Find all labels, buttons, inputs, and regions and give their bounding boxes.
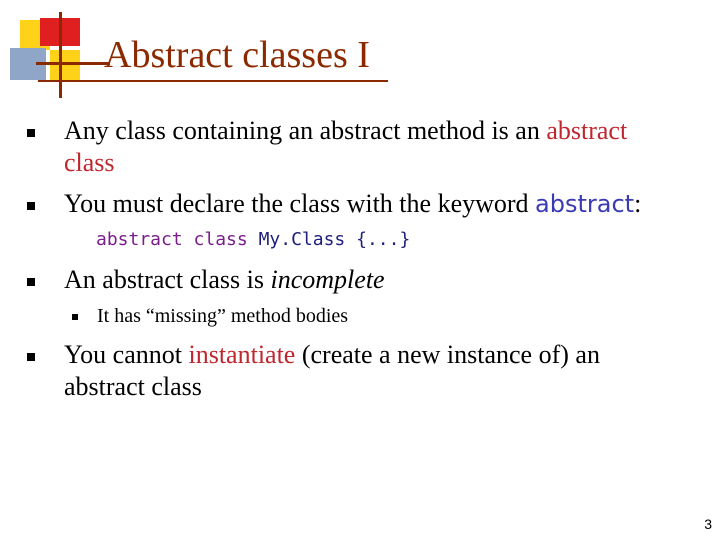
- bullet-3: [64, 263, 385, 297]
- bullet-marker: [27, 202, 35, 210]
- slide-title: Abstract classes I: [104, 34, 370, 76]
- sub-bullet-marker: [72, 314, 78, 320]
- logo-yellow-small: [50, 50, 80, 82]
- bullet-4-text-b: (create a new instance of) an: [295, 340, 600, 369]
- bullet-4-text-a: You cannot: [64, 340, 189, 369]
- logo-horizontal-line: [36, 62, 110, 65]
- bullet-1-line-2: class: [64, 148, 115, 177]
- bullet-marker: [27, 278, 35, 286]
- bullet-marker: [27, 129, 35, 137]
- bullet-3-italic: incomplete: [270, 265, 385, 294]
- bullet-2-text: You must declare the class with the keyword: [64, 189, 536, 218]
- bullet-4-line-2: abstract class: [64, 372, 202, 401]
- bullet-4-highlight: instantiate: [188, 340, 296, 369]
- code-keyword-class: class: [193, 229, 248, 250]
- code-example: [96, 227, 410, 253]
- code-body: {...}: [356, 229, 411, 250]
- bullet-2-keyword: abstract: [535, 190, 635, 218]
- page-number: 3: [704, 516, 712, 532]
- code-keyword-abstract: abstract: [96, 229, 183, 250]
- bullet-3-text: An abstract class is: [64, 265, 271, 294]
- bullet-2: [64, 187, 641, 221]
- code-class-name: My.Class: [258, 229, 346, 250]
- bullet-marker: [27, 353, 35, 361]
- title-rule: [38, 80, 388, 82]
- bullet-1-highlight: abstract: [546, 116, 628, 145]
- slide-logo-decoration: [0, 0, 110, 100]
- bullet-1-line-1: [64, 114, 627, 148]
- bullet-1-text: Any class containing an abstract method is an: [64, 116, 547, 145]
- bullet-4-line-1: [64, 338, 600, 372]
- bullet-3-sub: It has “missing” method bodies: [97, 305, 349, 327]
- logo-vertical-line: [59, 12, 62, 98]
- bullet-2-colon: :: [634, 189, 642, 218]
